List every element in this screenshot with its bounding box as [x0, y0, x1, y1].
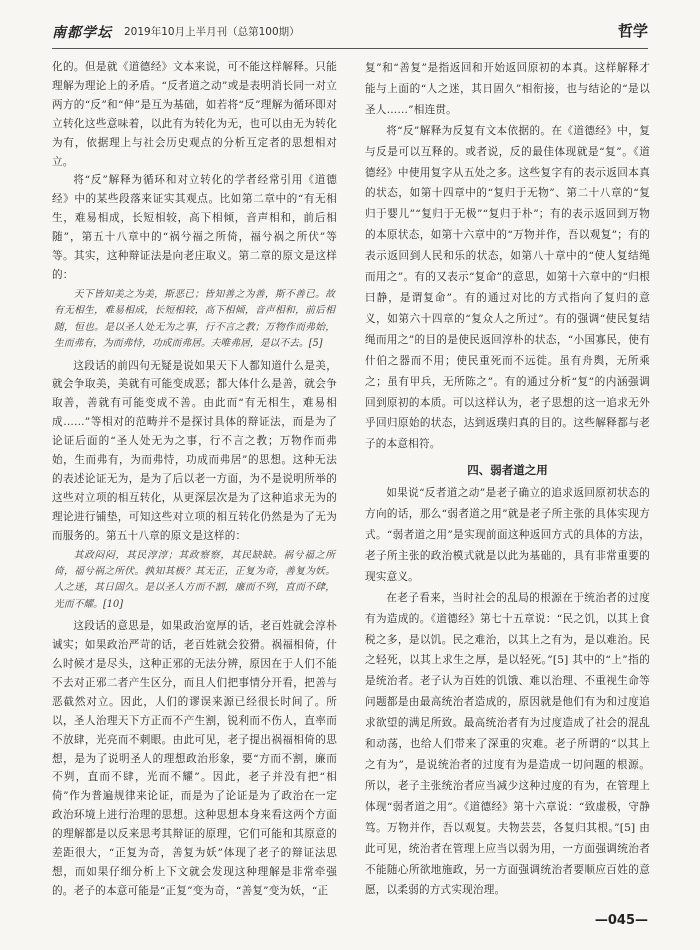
paragraph: 如果说“反者道之动”是老子确立的追求返回原初状态的方向的话，那么“弱者道之用”就是老子所主张的具体实现方式。“弱者道之用”是实现前面这种返回方式的具体的方法，老子所主张的政治模式就是以此为基础的，具有非常重要的现实意义。 — [365, 487, 650, 583]
paragraph: 将“反”解释为反复有文本依据的。在《道德经》中，复与反是可以互释的。或者说，反的最佳体现就是“复”。《道德经》中使用复字从五处之多。这些复字有的表示返回本真的状态，如第十四章中的“复归于无物”、第二十八章的“复归于婴儿”“复归于无极”“复归于朴”；有的表示返回到万物的本原状态，如第十六章中的“万物并作，吾以观复”；有的表示返回到人民和乐的状态，如第八十章中的“使人复结绳而用之”。有的又表示“复命”的意思，如第十六章中的“归根曰静，是谓复命”。有的通过对比的方式指向了复归的意义，如第六十四章的“复众人之所过”。有的强调“使民复结绳而用之”的目的是使民返回淳朴的状态，“小国寡民，使有什伯之器而不用；使民重死而不远徙。虽有舟舆，无所乘之；虽有甲兵，无所陈之”。有的通过分析“复”的内涵强调回到原初的本质。可以这样认为，老子思想的这一追求无外乎回归原始的状态，达到返璞归真的目的。这些解释都与老子的本意相符。 — [365, 124, 650, 451]
paragraph: 这段话的意思是，如果政治宽厚的话，老百姓就会淳朴诚实；如果政治严苛的话，老百姓就会狡猾。祸福相倚，什么时候才是尽头，这种正邪的无法分辨，原因在于人们不能不去对正邪二者产生区分，而且人们把事情分开看，把善与恶截然对立。因此，人们的谬误来源已经很长时间了。所以，圣人治理天下方正而不产生割，锐利而不伤人，直率而不放肆，光亮而不刺眼。由此可见，老子提出祸福相倚的思想，是为了说明圣人的理想政治形象，要“方而不割，廉而不刿，直而不肆，光而不耀”。因此，老子并没有把“相倚”作为普遍规律来论证，而是为了论证是为了政治在一定政治环境上进行治理的思想。这种思想本身来看这两个方面的理解都是以反来思考其辩证的原理，它们可能和其原意的差距很大，“正复为奇，善复为妖”体现了老子的辩证法思想，而如果仔细分析上下文就会发现这种理解是非常牵强的。老子的本意可能是“正复”变为奇，“善复”变为妖，“正 — [52, 620, 337, 897]
paragraph: 这段话的前四句无疑是说如果天下人都知道什么是美，就会争取美，美就有可能变成恶；都大体什么是善，就会争取善，善就有可能变成不善。由此而“有无相生，难易相成……”等相对的范畴并不是探讨具体的辩证法，而是为了论证后面的“圣人处无为之事，行不言之教；万物作而弗始，生而弗有，为而弗恃，功成而弗居”的思想。这种无法的表述论证无为，是为了后以老一方面，为不是说明所举的这些对立项的相互转化，从更深层次是为了这种追求无为的理论进行铺垫，可知这些对立项的相互转化仍然是为了无为而服务的。第五十八章的原文是这样的： — [52, 359, 337, 542]
page-header — [52, 18, 648, 49]
section-heading: 四、弱者道之用 — [467, 463, 548, 478]
block-quote: 天下皆知美之为美，斯恶已；皆知善之为善，斯不善已。故有无相生，难易相成，长短相较，高下相倾，音声相和，前后相随，恒也。是以圣人处无为之事，行不言之教；万物作而弗始，生而弗有，为而弗恃，功成而弗居。夫唯弗居，是以不去。[5] — [54, 288, 335, 350]
paragraph: 将“反”解释为循环和对立转化的学者经常引用《道德经》中的某些段落来证实其观点。比如第二章中的“有无相生，难易相成，长短相较，高下相倾，音声相和，前后相随”，第五十八章中的“祸兮福之所倚，福兮祸之所伏”等等。其实，这种辩证法是向老庄取义。第二章的原文是这样的： — [52, 174, 337, 281]
paragraph: 复”和“善复”是指返回和开始返回原初的本真。这样解释才能与上面的“人之迷，其日固久”相衔接，也与结论的“是以圣人……”相连贯。 — [365, 62, 650, 116]
paragraph: 在老子看来，当时社会的乱局的根源在于统治者的过度有为造成的。《道德经》第七十五章说：“民之饥，以其上食税之多，是以饥。民之难治，以其上之有为，是以难治。民之轻死，以其上求生之厚，是以轻死。”[5] 其中的“上”指的是统治者。老子认为百姓的饥饿、难以治理、不重视生命等问题都是由最高统治者造成的，原因就是他们有为和过度追求欲望的满足所致。最高统治者有为过度造成了社会的混乱和动荡，也给人们带来了深重的灾难。老子所谓的“以其上之有为”，是说统治者的过度有为是造成一切问题的根源。所以，老子主张统治者应当减少这种过度的有为，在管理上体现“弱者道之用”。《道德经》第十六章说：“致虚极，守静笃。万物并作，吾以观复。夫物芸芸，各复归其根。”[5] 由此可见，统治者在管理上应当以弱为用，一方面强调统治者不能随心所欲地施政，另一方面强调统治者要顺应百姓的意愿，以柔弱的方式实现治理。 — [365, 591, 650, 897]
right-column — [365, 58, 650, 901]
block-quote: 其政闷闷，其民淳淳；其政察察，其民缺缺。祸兮福之所倚，福兮祸之所伏。孰知其极？其无正，正复为奇，善复为妖。人之迷，其日固久。是以圣人方而不割，廉而不刿，直而不肆，光而不耀。[10] — [54, 549, 335, 610]
section-title: 哲学 — [617, 22, 648, 40]
left-column — [52, 58, 337, 901]
paragraph: 化的。但是就《道德经》文本来说，可不能这样解释。只能理解为理论上的矛盾。“反者道之动”或是表明消长同一对立两方的“反”和“伸”是互为基础，如若将“反”理解为循环即对立转化这些意味着，以此有为转化为无，也可以由无为转化为有，依据理上与社会历史观点的分析互定者的思想相对立。 — [52, 61, 337, 168]
issue-info: 2019年10月上半月刊（总第100期） — [124, 26, 300, 38]
page-number: —045— — [594, 913, 648, 928]
journal-logo: 南都学坛 — [52, 25, 112, 41]
